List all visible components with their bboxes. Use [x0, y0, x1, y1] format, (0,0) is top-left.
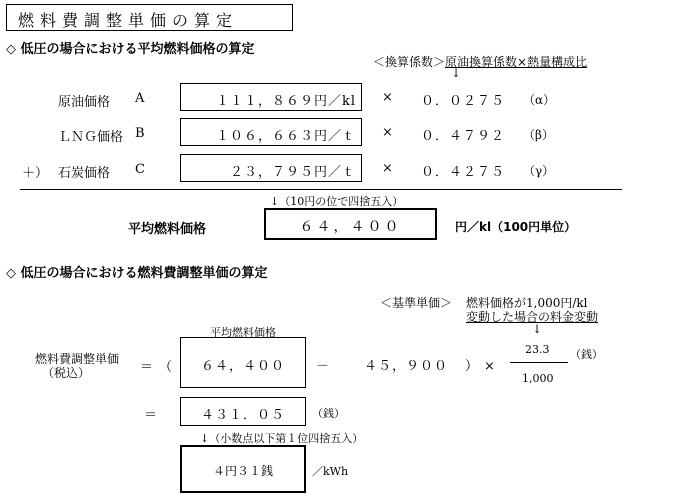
row-b-letter: B	[135, 126, 145, 141]
row-a-label: 原油価格	[58, 95, 111, 110]
section1-heading: ◇ 低圧の場合における平均燃料価格の算定	[6, 42, 255, 57]
row-a-coef: ０．０２７５	[421, 94, 506, 109]
row-c-greek: （γ）	[523, 164, 555, 178]
row-a-letter: A	[135, 91, 145, 106]
round-note-1: ↓（10円の位で四捨五入）	[270, 195, 404, 208]
unit-price-label: 燃料費調整単価	[35, 352, 120, 366]
row-b-times: ×	[382, 125, 393, 140]
result-unit: （銭）	[312, 407, 345, 420]
minus-sign: －	[316, 359, 330, 374]
coef-label-desc: 原油換算係数×熱量構成比	[445, 55, 588, 69]
avg-price-unit: 円／kl（100円単位）	[455, 220, 577, 234]
final-value: ４円３１銭	[212, 464, 273, 478]
row-c-prefix: ＋）	[22, 166, 49, 181]
avg-price-value: ６４，４００	[299, 219, 402, 235]
base-desc-1: 燃料価格が1,000円/kl	[466, 296, 588, 310]
fraction-bar	[510, 362, 568, 363]
row-b-value: １０６，６６３円／ｔ	[215, 129, 356, 144]
sum-divider	[20, 189, 622, 190]
row-c-label: 石炭価格	[58, 166, 111, 181]
final-unit: ／kWh	[312, 465, 349, 478]
row-b-label: ＬＮＧ価格	[58, 130, 124, 145]
coef-label	[373, 53, 587, 70]
avg-value-in-formula: ６４，４００	[200, 359, 285, 374]
base-desc-2: 変動した場合の料金変動	[466, 310, 599, 324]
equation-close-times: ）×	[465, 359, 501, 374]
row-c-coef: ０．４２７５	[421, 165, 506, 180]
coef-arrow: ↓	[451, 66, 462, 80]
page-title: 燃料費調整単価の算定	[18, 11, 239, 30]
sen-unit: （銭）	[570, 348, 603, 361]
round-note-2: ↓（小数点以下第１位四捨五入）	[200, 432, 364, 445]
fraction-numerator: 23.3	[525, 343, 550, 356]
avg-price-label: 平均燃料価格	[128, 222, 207, 237]
row-a-times: ×	[382, 90, 393, 105]
row-c-times: ×	[382, 161, 393, 176]
coef-label-bracket: ＜換算係数＞	[373, 55, 446, 69]
fraction-denominator: 1,000	[522, 372, 554, 385]
section2-heading: ◇ 低圧の場合における燃料費調整単価の算定	[6, 266, 268, 281]
row-a-greek: （α）	[523, 93, 556, 107]
base-arrow: ↓	[532, 322, 543, 336]
base-label: ＜基準単価＞	[380, 296, 453, 310]
unit-price-tax-note: （税込）	[42, 366, 91, 380]
equation-open: ＝（	[140, 360, 179, 375]
row-c-letter: C	[135, 162, 145, 177]
row-a-value: １１１，８６９円／kl	[215, 94, 356, 109]
row-c-value: ２３，７９５円／ｔ	[229, 165, 356, 180]
row-b-coef: ０．４７９２	[421, 129, 506, 144]
base-price-value: ４５，９００	[364, 359, 449, 374]
avg-price-caption: 平均燃料価格	[210, 326, 276, 339]
result-value: ４３１．０５	[200, 408, 285, 423]
row-b-greek: （β）	[523, 128, 554, 142]
equals-sign: ＝	[144, 408, 158, 423]
